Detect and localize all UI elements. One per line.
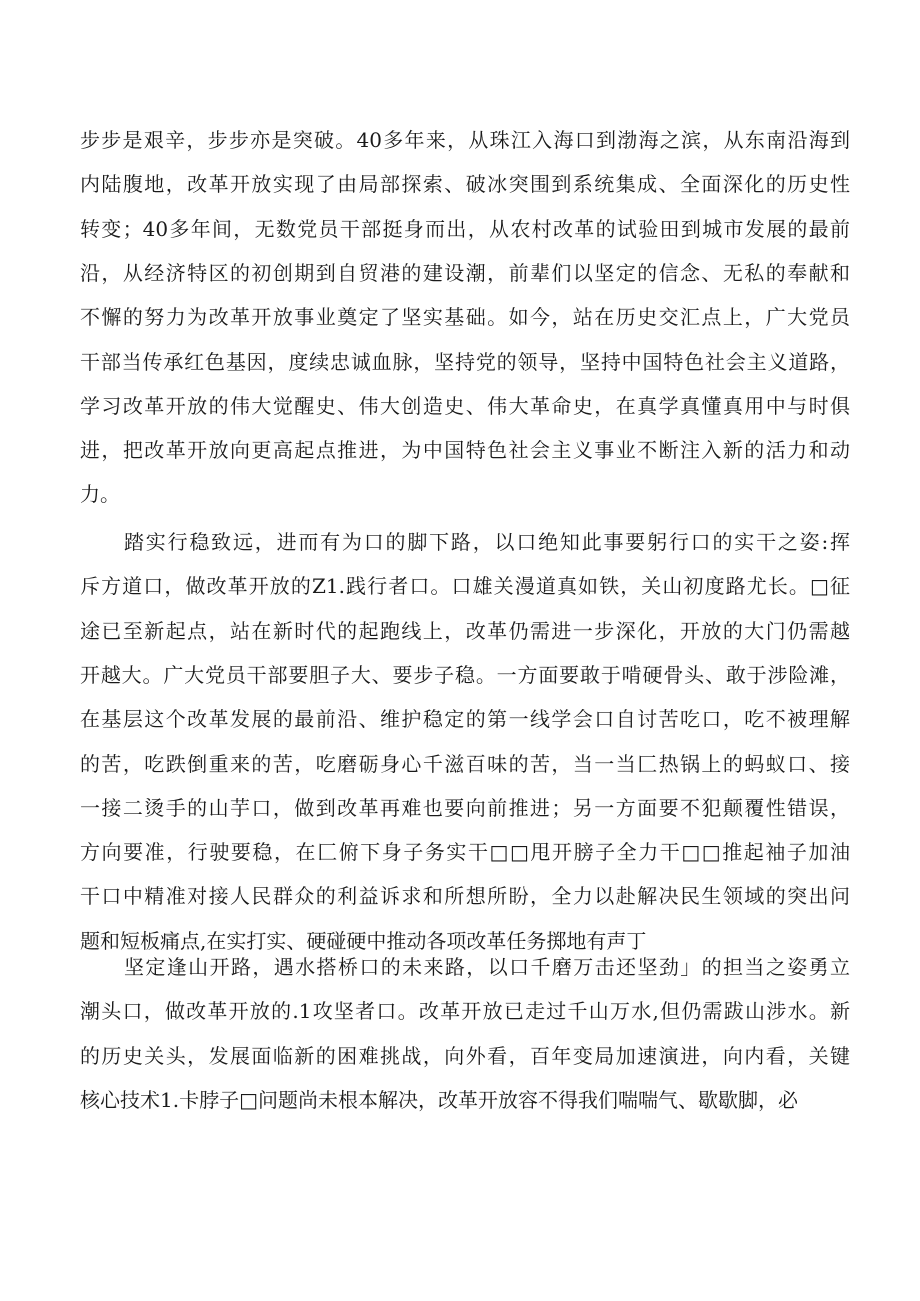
text-line: 学习改革开放的伟大觉醒史、伟大创造史、伟大革命史，在真学真懂真用中与时俱 [80,393,850,418]
text-line: 在基层这个改革发展的最前沿、维护稳定的第一线学会口自讨苦吃口，吃不被理解 [80,707,850,732]
text-line: 途已至新起点，站在新时代的起跑线上，改革仍需进一步深化，开放的大门仍需越 [80,618,850,643]
text-line: 核心技术1.卡脖子□问题尚未根本解决，改革开放容不得我们喘喘气、歇歇脚，必 [80,1087,798,1112]
text-line: 转变；40多年间，无数党员干部挺身而出，从农村改革的试验田到城市发展的最前 [80,216,850,241]
text-line: 力。 [80,482,120,507]
text-line: 内陆腹地，改革开放实现了由局部探索、破冰突围到系统集成、全面深化的历史性 [80,172,850,197]
text-line: 沿，从经济特区的初创期到自贸港的建设潮，前辈们以坚定的信念、无私的奉献和 [80,260,850,285]
text-line: 干部当传承红色基因，度续忠诚血脉，坚持党的领导，坚持中国特色社会主义道路， [80,349,850,374]
text-line: 坚定逢山开路，遇水搭桥口的未来路，以口千磨万击还坚劲」的担当之姿勇立 [124,955,850,979]
text-line: 进，把改革开放向更高起点推进，为中国特色社会主义事业不断注入新的活力和动 [80,438,850,463]
text-line: 一接二烫手的山芋口，做到改革再难也要向前推进；另一方面要不犯颠覆性错误， [80,795,850,820]
text-line: 的历史关头，发展面临新的困难挑战，向外看，百年变局加速演进，向内看，关键 [80,1043,850,1068]
text-line: 不懈的努力为改革开放事业奠定了坚实基础。如今，站在历史交汇点上，广大党员 [80,305,850,330]
text-line: 潮头口，做改革开放的.1攻坚者口。改革开放已走过千山万水,但仍需跋山涉水。新 [80,999,850,1024]
text-line: 干口中精准对接人民群众的利益诉求和所想所盼，全力以赴解决民生领域的突出问 [80,884,850,909]
text-line: 踏实行稳致远，进而有为口的脚下路，以口绝知此事要躬行口的实干之姿:挥 [124,530,850,554]
text-line: 题和短板痛点,在实打实、硬碰硬中推动各项改革任务掷地有声丁 [80,928,647,953]
text-line: 方向要准，行驶要稳，在匚俯下身子务实干□□甩开膀子全力干□□推起袖子加油 [80,840,850,865]
text-line: 步步是艰辛，步步亦是突破。40多年来，从珠江入海口到渤海之滨，从东南沿海到 [80,128,850,152]
text-line: 的苦，吃跌倒重来的苦，吃磨砺身心千滋百味的苦，当一当匚热锅上的蚂蚁口、接 [80,751,850,776]
text-line: 开越大。广大党员干部要胆子大、要步子稳。一方面要敢于啃硬骨头、敢于涉险滩， [80,662,850,687]
text-line: 斥方道口，做改革开放的Z1.践行者口。口雄关漫道真如铁，关山初度路尤长。□征 [80,574,850,599]
